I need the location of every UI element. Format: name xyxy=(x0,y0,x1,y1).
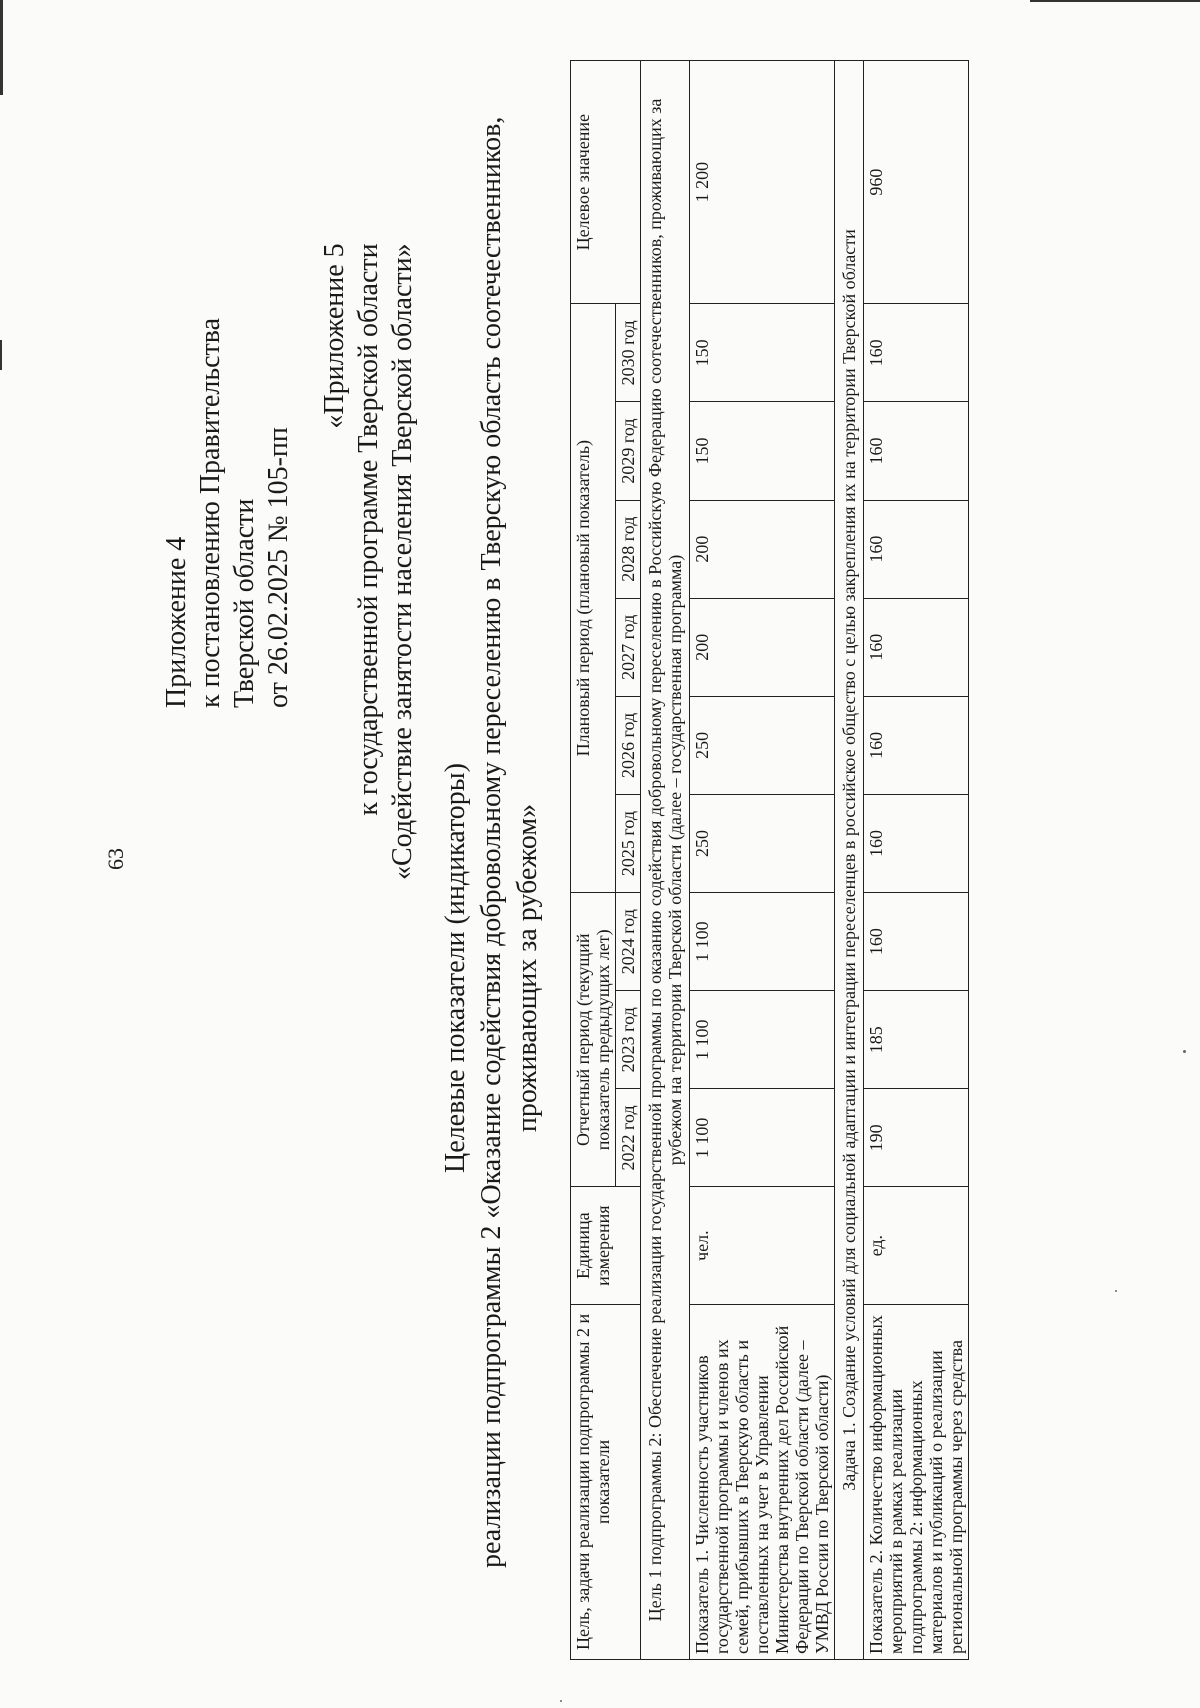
year-header: 2029 год xyxy=(616,402,641,500)
year-header: 2026 год xyxy=(616,696,641,794)
header-plan-period: Плановый период (плановый показатель) xyxy=(571,304,616,893)
title-line: Целевые показатели (индикаторы) xyxy=(440,763,471,1173)
title-line: реализации подпрограммы 2 «Оказание содействия добровольному переселению в Тверскую область соотечественников, xyxy=(476,116,507,1568)
scan-speck xyxy=(1115,1290,1117,1292)
header-unit: Единица измерения xyxy=(571,1187,641,1304)
table-row xyxy=(864,61,969,1660)
indicator-2-name: Показатель 2. Количество информационных мероприятий в рамках реализации подпрограммы 2: информационных материалов и публикаций о реализации региональной программы через средства xyxy=(864,1304,969,1659)
indicator-2-value: 160 xyxy=(864,500,969,598)
indicator-1-value: 250 xyxy=(690,794,835,892)
header-target: Целевое значение xyxy=(571,61,641,304)
indicator-2-value: 160 xyxy=(864,402,969,500)
header-report-period: Отчетный период (текущий показатель предыдущих лет) xyxy=(571,893,616,1187)
appendix-5-block xyxy=(318,243,420,880)
table-row xyxy=(690,61,835,1660)
indicator-1-target: 1 200 xyxy=(690,61,835,304)
document-title xyxy=(438,116,546,1568)
indicator-2-unit: ед. xyxy=(864,1187,969,1304)
appendix-4-line: Приложение 4 xyxy=(161,536,192,708)
indicator-1-unit: чел. xyxy=(690,1187,835,1304)
year-header: 2025 год xyxy=(616,794,641,892)
indicator-2-value: 160 xyxy=(864,304,969,402)
appendix-5-line: «Содействие занятости населения Тверской области» xyxy=(387,243,418,880)
indicator-1-value: 1 100 xyxy=(690,893,835,991)
indicator-2-value: 160 xyxy=(864,598,969,696)
year-header: 2030 год xyxy=(616,304,641,402)
scan-edge-mark xyxy=(1030,0,1200,2)
indicators-table-wrap xyxy=(570,60,969,1660)
table-header-row xyxy=(571,61,616,1660)
indicator-1-value: 250 xyxy=(690,696,835,794)
appendix-4-line: от 26.02.2025 № 105-пп xyxy=(263,427,294,708)
indicator-2-value: 160 xyxy=(864,696,969,794)
year-header: 2022 год xyxy=(616,1089,641,1187)
indicator-1-value: 200 xyxy=(690,500,835,598)
goal-row xyxy=(641,61,690,1660)
year-header: 2023 год xyxy=(616,991,641,1089)
indicator-2-value: 160 xyxy=(864,794,969,892)
appendix-5-line: к государственной программе Тверской области xyxy=(353,243,384,816)
task-row xyxy=(835,61,864,1660)
indicator-2-target: 960 xyxy=(864,61,969,304)
appendix-4-block xyxy=(160,318,296,708)
page-number: 63 xyxy=(103,848,128,870)
task-1-text: Задача 1. Создание условий для социальной адаптации и интеграции переселенцев в российское общество с целью закрепления их на территории Тверской области xyxy=(835,61,864,1660)
scan-speck xyxy=(1183,1050,1186,1053)
year-header: 2027 год xyxy=(616,598,641,696)
indicator-2-value: 190 xyxy=(864,1089,969,1187)
scan-speck xyxy=(560,1700,562,1702)
appendix-4-line: Тверской области xyxy=(229,498,260,708)
indicator-1-value: 150 xyxy=(690,304,835,402)
indicator-2-value: 185 xyxy=(864,991,969,1089)
scan-edge-mark xyxy=(0,0,3,95)
header-goal: Цель, задачи реализации подпрограммы 2 и показатели xyxy=(571,1304,641,1659)
year-header: 2024 год xyxy=(616,893,641,991)
indicator-1-value: 150 xyxy=(690,402,835,500)
indicator-1-value: 1 100 xyxy=(690,991,835,1089)
indicators-table xyxy=(570,60,969,1660)
goal-1-text: Цель 1 подпрограммы 2: Обеспечение реализации государственной программы по оказанию содействия добровольному переселению в Российскую Федерацию соотечественников, проживающих за рубежом на территории Тверской области (далее – государственная программа) xyxy=(641,61,690,1660)
scan-edge-mark xyxy=(0,340,2,370)
indicator-2-value: 160 xyxy=(864,893,969,991)
indicator-1-name: Показатель 1. Численность участников государственной программы и членов их семей, прибывших в Тверскую область и поставленных на учет в Управлении Министерства внутренних дел Российской Федерации по Тверской области (далее – УМВД России по Тверской области) xyxy=(690,1304,835,1659)
year-header: 2028 год xyxy=(616,500,641,598)
title-line: проживающих за рубежом» xyxy=(512,803,543,1133)
indicator-1-value: 200 xyxy=(690,598,835,696)
appendix-5-line: «Приложение 5 xyxy=(319,243,350,429)
appendix-4-line: к постановлению Правительства xyxy=(195,317,226,708)
indicator-1-value: 1 100 xyxy=(690,1089,835,1187)
